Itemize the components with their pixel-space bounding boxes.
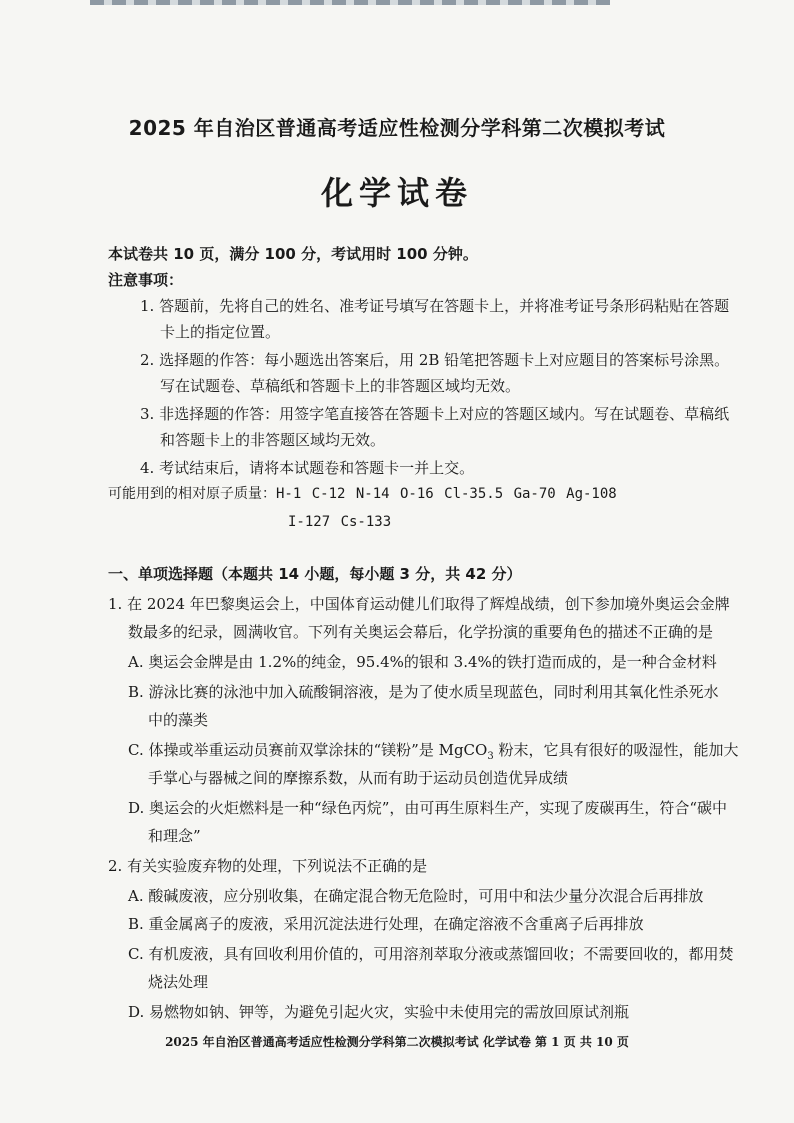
note-item: 2. 选择题的作答：每小题选出答案后，用 2B 铅笔把答题卡上对应题目的答案标号涂黑。	[140, 351, 730, 369]
note-item: 4. 考试结束后，请将本试题卷和答题卡一并上交。	[140, 459, 475, 477]
option-a: A. 奥运会金牌是由 1.2%的纯金，95.4%的银和 3.4%的铁打造而成的，是一种合金材料	[128, 653, 717, 671]
question-stem: 2. 有关实验废弃物的处理，下列说法不正确的是	[108, 857, 428, 875]
option-c-cont: 烧法处理	[148, 973, 209, 991]
option-a: A. 酸碱废液，应分别收集，在确定混合物无危险时，可用中和法少量分次混合后再排放	[128, 887, 704, 905]
option-d-cont: 和理念”	[148, 827, 201, 845]
option-d: D. 奥运会的火炬燃料是一种“绿色丙烷”，由可再生原料生产，实现了废碳再生，符合“碳中	[128, 799, 728, 817]
option-d: D. 易燃物如钠、钾等，为避免引起火灾，实验中未使用完的需放回原试剂瓶	[128, 1003, 630, 1021]
notes-heading: 注意事项：	[108, 271, 184, 289]
section-heading: 一、单项选择题（本题共 14 小题，每小题 3 分，共 42 分）	[108, 565, 522, 583]
option-b: B. 重金属离子的废液，采用沉淀法进行处理，在确定溶液不含重离子后再排放	[128, 915, 644, 933]
note-item: 1. 答题前，先将自己的姓名、准考证号填写在答题卡上，并将准考证号条形码粘贴在答题	[140, 297, 730, 315]
note-item: 3. 非选择题的作答：用签字笔直接答在答题卡上对应的答题区域内。写在试题卷、草稿纸	[140, 405, 730, 423]
atomic-masses-line: 可能用到的相对原子质量：H-1 C-12 N-14 O-16 Cl-35.5 Ga-70 Ag-108	[108, 486, 617, 502]
page-footer: 2025 年自治区普通高考适应性检测分学科第二次模拟考试 化学试卷 第 1 页 共 10 页	[165, 1035, 629, 1049]
note-item: 写在试题卷、草稿纸和答题卡上的非答题区域均无效。	[160, 377, 521, 395]
option-c-cont: 手掌心与器械之间的摩擦系数，从而有助于运动员创造优异成绩	[148, 769, 569, 787]
note-item: 和答题卡上的非答题区域均无效。	[160, 431, 386, 449]
question-stem: 1. 在 2024 年巴黎奥运会上，中国体育运动健儿们取得了辉煌战绩，创下参加境外奥运会金牌	[108, 595, 730, 613]
atomic-masses-line: I-127 Cs-133	[288, 514, 392, 530]
exam-title: 2025 年自治区普通高考适应性检测分学科第二次模拟考试	[128, 116, 666, 140]
option-b: B. 游泳比赛的泳池中加入硫酸铜溶液，是为了使水质呈现蓝色，同时利用其氧化性杀死水	[128, 683, 719, 701]
exam-intro: 本试卷共 10 页，满分 100 分，考试用时 100 分钟。	[108, 245, 478, 263]
option-c: C. 体操或举重运动员赛前双掌涂抹的“镁粉”是 MgCO$_3$ 粉末，它具有很好的吸湿性，能加大	[128, 741, 739, 762]
note-item: 卡上的指定位置。	[160, 323, 281, 341]
scan-edge-artifact	[90, 0, 610, 5]
question-stem: 数最多的纪录，圆满收官。下列有关奥运会幕后，化学扮演的重要角色的描述不正确的是	[128, 623, 714, 641]
option-c: C. 有机废液，具有回收利用价值的，可用溶剂萃取分液或蒸馏回收；不需要回收的，都用焚	[128, 945, 734, 963]
subject-title: 化学试卷	[320, 174, 473, 212]
option-b-cont: 中的藻类	[148, 711, 209, 729]
